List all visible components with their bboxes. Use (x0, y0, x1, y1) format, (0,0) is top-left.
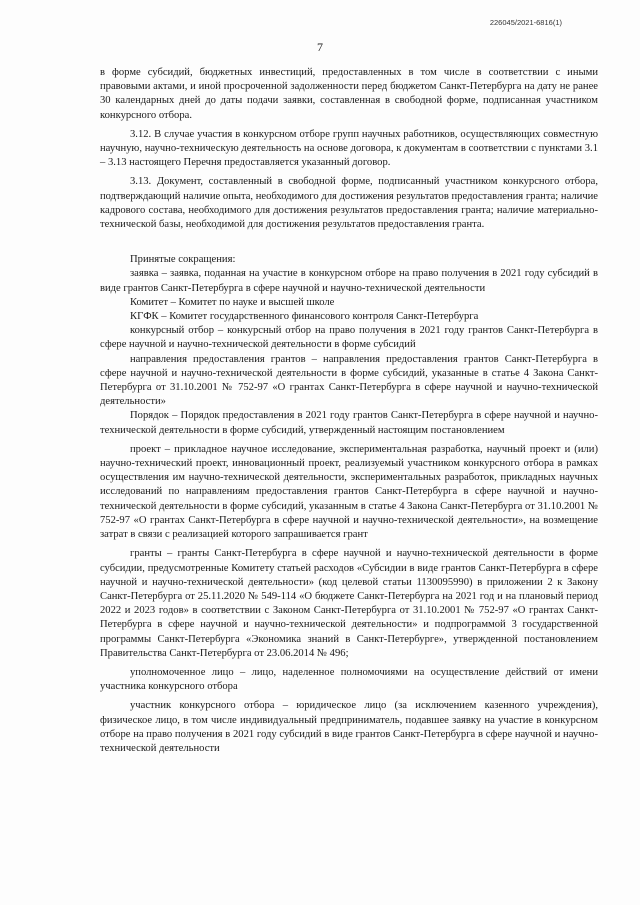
page-number: 7 (317, 40, 323, 54)
definition-upolnomochennoe-litso: уполномоченное лицо – лицо, наделенное полномочиями на осуществление действий от имени участника конкурсного отбора (100, 666, 598, 693)
document-id: 226045/2021-6816(1) (489, 18, 562, 27)
definition-poryadok: Порядок – Порядок предоставления в 2021 году грантов Санкт-Петербурга в сфере научной и научно-технической деятельности в форме субсидий, утвержденный настоящим постановлением (100, 410, 598, 436)
definition-zayavka: заявка – заявка, поданная на участие в конкурсном отборе на право получения в 2021 году субсидий в виде грантов Санкт-Петербурга в сфере научной и научно-технической деятельности (100, 268, 598, 294)
definition-kgfk: КГФК – Комитет государственного финансового контроля Санкт-Петербурга (130, 311, 479, 323)
abbreviations-heading: Принятые сокращения: (130, 254, 236, 266)
paragraph-3-13: 3.13. Документ, составленный в свободной форме, подписанный участником конкурсного отбора, подтверждающий наличие опыта, необходимого для достижения результатов предоставления гранта; наличие кадрового состава, необходимого для достижения результатов предоставления гранта; наличие материально-технической базы, необходимой для достижения результатов предоставления гранта. (100, 176, 599, 231)
paragraph-continuation: в форме субсидий, бюджетных инвестиций, предоставленных в том числе в соответствии с иными правовыми актами, и иной просроченной задолженности перед бюджетом Санкт-Петербурга на дату не ранее 30 календарных дней до даты подачи заявки, составленная в свободной форме, подписанная участником конкурсного отбора. (100, 67, 598, 121)
definition-proekt: проект – прикладное научное исследование, экспериментальная разработка, научный проект и (или) научно-технический проект, инновационный проект, реализуемый участником конкурсного отбора в рамках осуществления им научно-технической деятельности, экспериментальных разработок, прикладных научных исследований по направлениям предоставления грантов Санкт-Петербурга в сфере научной и научно-технической деятельности в форме субсидий, указанным в статье 4 Закона Санкт-Петербурга от 31.10.2001 № 752-97 «О грантах Санкт-Петербурга в сфере научной и научно-технической деятельности», на возмещение затрат в связи с реализацией которого запрашивается грант (100, 443, 598, 541)
definition-granty: гранты – гранты Санкт-Петербурга в сфере научной и научно-технической деятельности в форме субсидии, предусмотренные Комитету статьей расходов «Субсидии в виде грантов Санкт-Петербурга в сфере научной и научно-технической деятельности» (код целевой статьи 1130095990) в приложении 2 к Закону Санкт-Петербурга от 25.11.2020 № 549-114 «О бюджете Санкт-Петербурга на 2021 год и на плановый период 2022 и 2023 годов» в соответствии с Законом Санкт-Петербурга от 31.10.2001 № 752-97 «О грантах Санкт-Петербурга в сфере научной и научно-технической деятельности» и подпрограммой 3 государственной программы Санкт-Петербурга «Экономика знаний в Санкт-Петербурге», утвержденной постановлением Правительства Санкт-Петербурга от 23.06.2014 № 496; (100, 548, 598, 659)
document-body (100, 66, 598, 756)
definition-napravleniya: направления предоставления грантов – направления предоставления грантов Санкт-Петербурга в сфере научной и научно-технической деятельности в форме субсидий, указанные в статье 4 Закона Санкт-Петербурга от 31.10.2001 № 752-97 «О грантах Санкт-Петербурга в сфере научной и научно-технической деятельности» (100, 353, 598, 408)
definition-komitet: Комитет – Комитет по науке и высшей школе (130, 296, 335, 308)
paragraph-3-12: 3.12. В случае участия в конкурсном отборе групп научных работников, осуществляющих совместную научную, научно-техническую деятельность на основе договора, к документам в соответствии с пунктами 3.1 – 3.13 настоящего Перечня предоставляется указанный договор. (100, 128, 598, 169)
definition-konkursnyi-otbor: конкурсный отбор – конкурсный отбор на право получения в 2021 году грантов Санкт-Петербурга в сфере научной и научно-технической деятельности в форме субсидий (100, 325, 598, 351)
definition-uchastnik: участник конкурсного отбора – юридическое лицо (за исключением казенного учреждения), физическое лицо, в том числе индивидуальный предприниматель, подавшее заявку на участие в конкурсном отборе на право получения в 2021 году субсидий в виде грантов Санкт-Петербурга в сфере научной и научно-технической деятельности (100, 700, 598, 754)
